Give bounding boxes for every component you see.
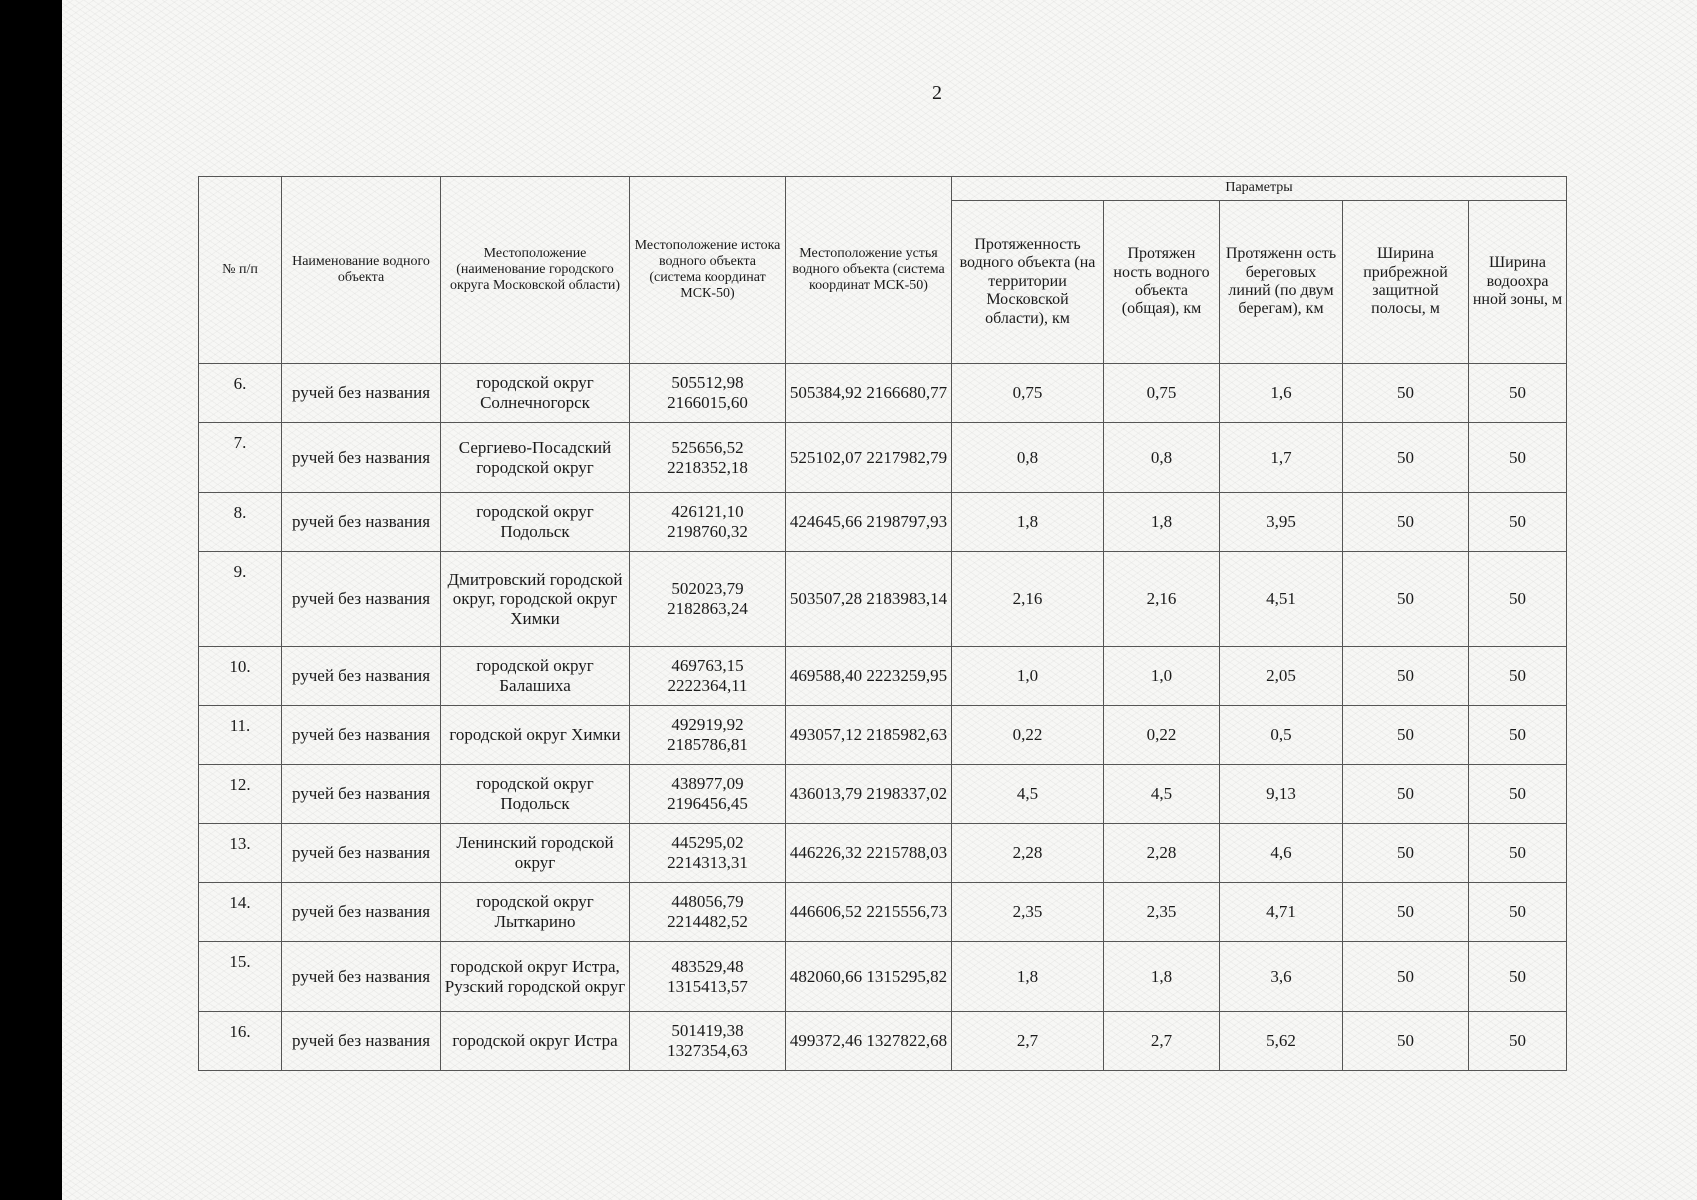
row-coastal-strip: 50 (1343, 647, 1469, 706)
row-num: 6. (199, 364, 282, 423)
row-source-coords: 469763,15 2222364,11 (630, 647, 786, 706)
row-length-mo: 4,5 (952, 765, 1104, 824)
row-num: 15. (199, 942, 282, 1012)
row-location: городской округ Балашиха (441, 647, 630, 706)
row-shore-length: 0,5 (1220, 706, 1343, 765)
row-protection-zone: 50 (1469, 883, 1567, 942)
table-row (199, 423, 1567, 493)
row-source-coords: 501419,38 1327354,63 (630, 1012, 786, 1071)
row-shore-length: 3,95 (1220, 493, 1343, 552)
row-coastal-strip: 50 (1343, 824, 1469, 883)
row-coastal-strip: 50 (1343, 552, 1469, 647)
row-name: ручей без названия (282, 706, 441, 765)
row-protection-zone: 50 (1469, 423, 1567, 493)
row-shore-length: 2,05 (1220, 647, 1343, 706)
row-coastal-strip: 50 (1343, 1012, 1469, 1071)
header-length-mo: Протяженность водного объекта (на территории Московской области), км (952, 201, 1104, 364)
row-name: ручей без названия (282, 647, 441, 706)
header-protection-zone: Ширина водоохра нной зоны, м (1469, 201, 1567, 364)
header-coastal-strip: Ширина прибрежной защитной полосы, м (1343, 201, 1469, 364)
row-source-coords: 448056,79 2214482,52 (630, 883, 786, 942)
row-coastal-strip: 50 (1343, 942, 1469, 1012)
scan-left-edge (0, 0, 62, 1200)
row-source-coords: 505512,98 2166015,60 (630, 364, 786, 423)
row-length-mo: 2,28 (952, 824, 1104, 883)
page-number: 2 (932, 82, 942, 104)
row-location: городской округ Подольск (441, 765, 630, 824)
row-shore-length: 4,6 (1220, 824, 1343, 883)
table-body (199, 364, 1567, 1071)
row-length-total: 2,35 (1104, 883, 1220, 942)
row-name: ручей без названия (282, 942, 441, 1012)
table-row (199, 1012, 1567, 1071)
row-shore-length: 3,6 (1220, 942, 1343, 1012)
row-name: ручей без названия (282, 883, 441, 942)
table-header-row (199, 177, 1567, 201)
row-location: городской округ Солнечногорск (441, 364, 630, 423)
row-name: ручей без названия (282, 1012, 441, 1071)
row-length-mo: 0,8 (952, 423, 1104, 493)
row-protection-zone: 50 (1469, 706, 1567, 765)
row-name: ручей без названия (282, 765, 441, 824)
row-location: Ленинский городской округ (441, 824, 630, 883)
row-coastal-strip: 50 (1343, 423, 1469, 493)
row-length-total: 1,8 (1104, 942, 1220, 1012)
header-params-group: Параметры (952, 177, 1567, 201)
header-source: Местоположение истока водного объекта (система координат МСК-50) (630, 177, 786, 364)
row-source-coords: 445295,02 2214313,31 (630, 824, 786, 883)
row-mouth-coords: 446606,52 2215556,73 (786, 883, 952, 942)
row-length-total: 2,28 (1104, 824, 1220, 883)
row-length-total: 0,8 (1104, 423, 1220, 493)
row-length-mo: 2,7 (952, 1012, 1104, 1071)
header-length-total: Протяжен ность водного объекта (общая), км (1104, 201, 1220, 364)
row-coastal-strip: 50 (1343, 883, 1469, 942)
table-row (199, 364, 1567, 423)
row-name: ручей без названия (282, 824, 441, 883)
header-shore-length: Протяженн ость береговых линий (по двум берегам), км (1220, 201, 1343, 364)
row-coastal-strip: 50 (1343, 493, 1469, 552)
row-num: 11. (199, 706, 282, 765)
row-source-coords: 483529,48 1315413,57 (630, 942, 786, 1012)
row-shore-length: 5,62 (1220, 1012, 1343, 1071)
row-mouth-coords: 436013,79 2198337,02 (786, 765, 952, 824)
header-name: Наименование водного объекта (282, 177, 441, 364)
row-protection-zone: 50 (1469, 824, 1567, 883)
row-coastal-strip: 50 (1343, 765, 1469, 824)
row-name: ручей без названия (282, 423, 441, 493)
row-protection-zone: 50 (1469, 493, 1567, 552)
row-location: городской округ Химки (441, 706, 630, 765)
row-source-coords: 502023,79 2182863,24 (630, 552, 786, 647)
table-row (199, 493, 1567, 552)
row-num: 12. (199, 765, 282, 824)
row-num: 16. (199, 1012, 282, 1071)
row-num: 9. (199, 552, 282, 647)
row-length-total: 2,16 (1104, 552, 1220, 647)
row-protection-zone: 50 (1469, 942, 1567, 1012)
row-protection-zone: 50 (1469, 552, 1567, 647)
row-location: Дмитровский городской округ, городской округ Химки (441, 552, 630, 647)
row-length-total: 2,7 (1104, 1012, 1220, 1071)
table-row (199, 647, 1567, 706)
row-length-total: 4,5 (1104, 765, 1220, 824)
row-source-coords: 492919,92 2185786,81 (630, 706, 786, 765)
table-row (199, 552, 1567, 647)
table-row (199, 706, 1567, 765)
row-mouth-coords: 446226,32 2215788,03 (786, 824, 952, 883)
row-name: ручей без названия (282, 493, 441, 552)
row-length-mo: 2,16 (952, 552, 1104, 647)
row-mouth-coords: 493057,12 2185982,63 (786, 706, 952, 765)
row-shore-length: 4,51 (1220, 552, 1343, 647)
row-location: городской округ Лыткарино (441, 883, 630, 942)
row-length-total: 0,75 (1104, 364, 1220, 423)
row-location: Сергиево-Посадский городской округ (441, 423, 630, 493)
row-shore-length: 1,6 (1220, 364, 1343, 423)
row-location: городской округ Истра, Рузский городской округ (441, 942, 630, 1012)
row-length-mo: 0,22 (952, 706, 1104, 765)
row-num: 8. (199, 493, 282, 552)
row-source-coords: 426121,10 2198760,32 (630, 493, 786, 552)
table-row (199, 765, 1567, 824)
row-mouth-coords: 482060,66 1315295,82 (786, 942, 952, 1012)
row-shore-length: 1,7 (1220, 423, 1343, 493)
row-source-coords: 438977,09 2196456,45 (630, 765, 786, 824)
row-num: 14. (199, 883, 282, 942)
row-num: 13. (199, 824, 282, 883)
row-name: ручей без названия (282, 552, 441, 647)
table-row (199, 824, 1567, 883)
row-protection-zone: 50 (1469, 765, 1567, 824)
row-mouth-coords: 499372,46 1327822,68 (786, 1012, 952, 1071)
row-length-mo: 1,0 (952, 647, 1104, 706)
row-protection-zone: 50 (1469, 1012, 1567, 1071)
row-name: ручей без названия (282, 364, 441, 423)
row-location: городской округ Подольск (441, 493, 630, 552)
row-coastal-strip: 50 (1343, 364, 1469, 423)
row-length-mo: 1,8 (952, 942, 1104, 1012)
row-length-total: 1,8 (1104, 493, 1220, 552)
row-source-coords: 525656,52 2218352,18 (630, 423, 786, 493)
row-mouth-coords: 424645,66 2198797,93 (786, 493, 952, 552)
row-length-mo: 1,8 (952, 493, 1104, 552)
row-num: 7. (199, 423, 282, 493)
table-row (199, 942, 1567, 1012)
row-protection-zone: 50 (1469, 364, 1567, 423)
row-coastal-strip: 50 (1343, 706, 1469, 765)
water-objects-table (198, 176, 1567, 1071)
row-length-mo: 0,75 (952, 364, 1104, 423)
table-row (199, 883, 1567, 942)
row-shore-length: 4,71 (1220, 883, 1343, 942)
header-num: № п/п (199, 177, 282, 364)
row-shore-length: 9,13 (1220, 765, 1343, 824)
row-mouth-coords: 503507,28 2183983,14 (786, 552, 952, 647)
row-length-total: 0,22 (1104, 706, 1220, 765)
row-mouth-coords: 525102,07 2217982,79 (786, 423, 952, 493)
row-location: городской округ Истра (441, 1012, 630, 1071)
row-protection-zone: 50 (1469, 647, 1567, 706)
row-mouth-coords: 469588,40 2223259,95 (786, 647, 952, 706)
row-length-total: 1,0 (1104, 647, 1220, 706)
header-location: Местоположение (наименование городского округа Московской области) (441, 177, 630, 364)
row-length-mo: 2,35 (952, 883, 1104, 942)
header-mouth: Местоположение устья водного объекта (система координат МСК-50) (786, 177, 952, 364)
row-num: 10. (199, 647, 282, 706)
row-mouth-coords: 505384,92 2166680,77 (786, 364, 952, 423)
